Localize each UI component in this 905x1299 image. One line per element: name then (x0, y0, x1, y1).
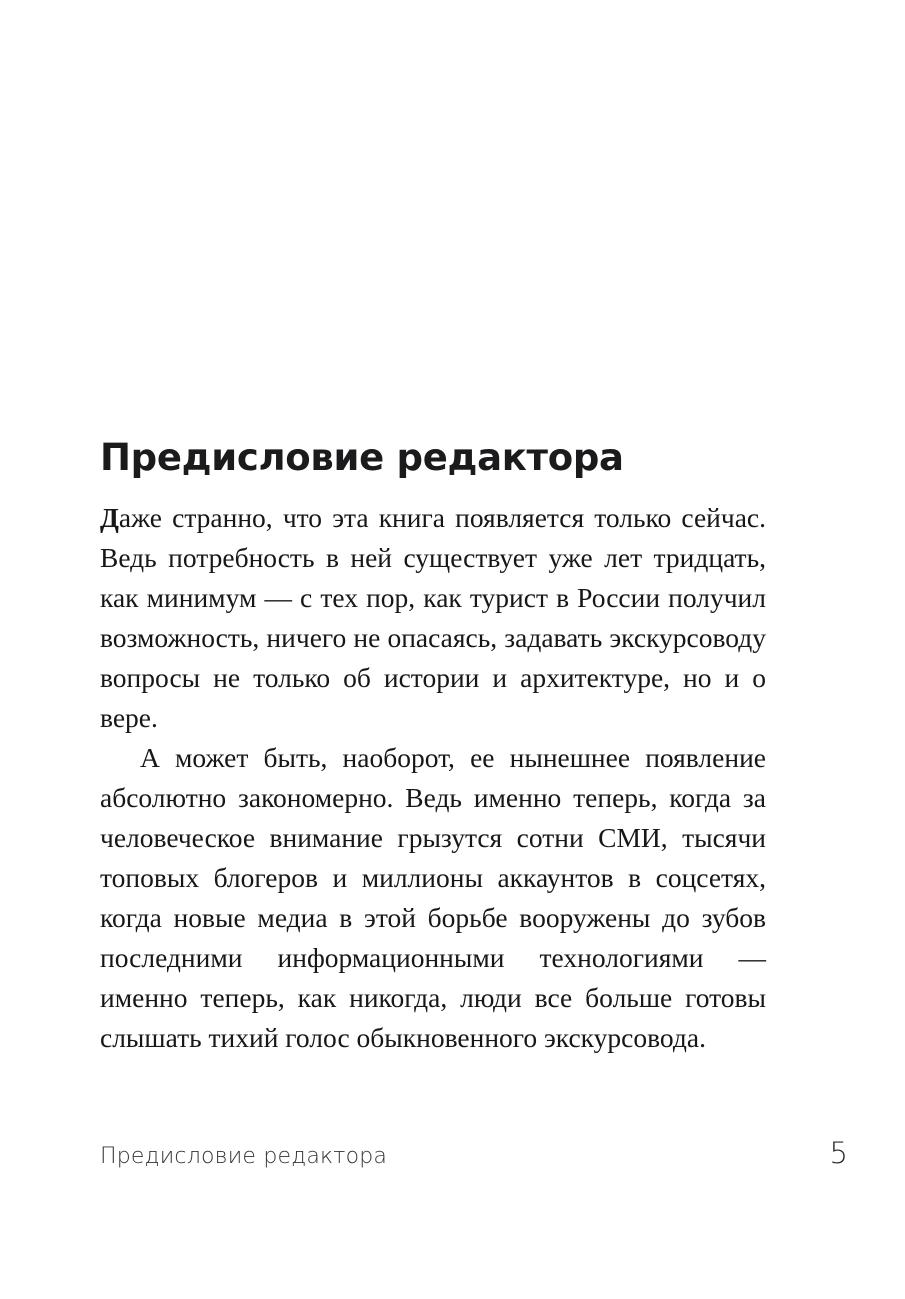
page-number: 5 (829, 1136, 848, 1170)
body-paragraph-text: аже странно, что эта книга появляется только сейчас. Ведь потребность в ней существует уже лет тридцать, как минимум — с тех пор, как турист в России получил возможность, ничего не опасаясь, задавать экскурсоводу вопросы не только об истории и архитектуре, но и о вере. (100, 502, 766, 733)
page-title: Предисловие редактора (100, 436, 624, 479)
body-paragraph (100, 498, 766, 738)
lead-capital-letter: Д (100, 502, 119, 533)
running-head: Предисловие редактора (100, 1144, 388, 1169)
page-content (100, 436, 766, 1058)
page-footer (100, 1138, 848, 1172)
body-paragraph-text: А может быть, наоборот, ее нынешнее появление абсолютно закономерно. Ведь именно теперь, когда за человеческое внимание грызутся сотни СМИ, тысячи топовых блогеров и миллионы аккаунтов в соцсетях, когда новые медиа в этой борьбе вооружены до зубов последними информационными технологиями — именно теперь, как никогда, люди все больше готовы слышать тихий голос обыкновенного экскурсовода. (100, 742, 766, 1053)
body-paragraph (100, 738, 766, 1058)
